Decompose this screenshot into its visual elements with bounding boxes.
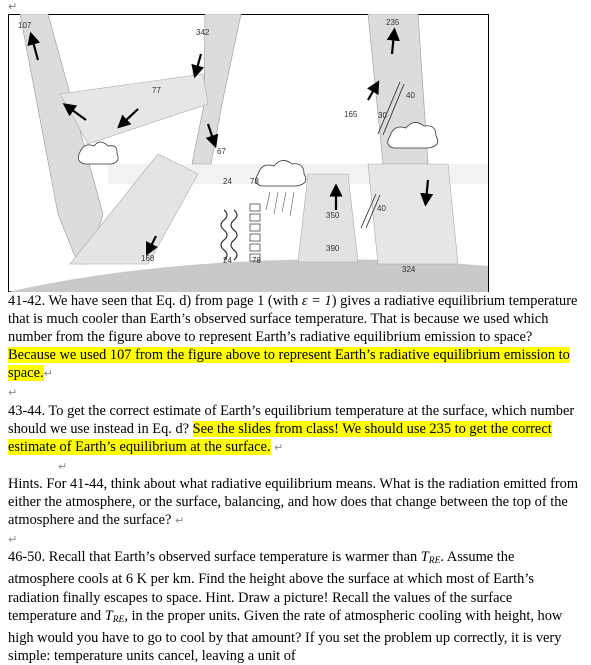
hints-text: Hints. For 41-44, think about what radiative equilibrium means. What is the radiation emitted from either the atmosphere, or the surface, balancing, and how does that change between the top of the atmosphere and the surface? [8,475,579,529]
value-surface-latent: 78 [252,256,261,265]
temperature-symbol: T [104,607,113,624]
paragraph-mark: ↵ [8,0,18,13]
question-number: 43-44. [8,402,46,419]
blank-line [8,530,580,548]
back-radiation-beam [368,164,458,264]
paragraph-mark: ↵ [274,440,284,454]
value-back-radiation: 324 [402,265,416,274]
paragraph-mark: ↵ [175,514,185,528]
temperature-symbol: T [420,549,429,566]
value-reflected-total: 107 [18,21,32,30]
question-text: To get the correct estimate of Earth’s equilibrium temperature at the surface, which number should we use instead in Eq. d? [8,402,575,437]
energy-budget-diagram [8,14,582,292]
temperature-subscript: RE [428,556,441,567]
paragraph-mark: ↵ [8,386,18,400]
question-43-44 [8,402,580,457]
value-thermals: 24 [223,177,232,186]
energy-budget-figure [8,14,582,292]
value-window: 40 [406,91,415,100]
paragraph-mark: ↵ [8,533,18,547]
value-window-lower: 40 [377,204,386,213]
value-evapotranspiration: 78 [250,177,259,186]
epsilon-expression: ε = 1 [301,293,332,309]
value-outgoing-lw: 235 [386,18,400,27]
document-body [8,292,580,665]
value-reflected-atm: 77 [152,86,161,95]
highlighted-answer: Because we used 107 from the figure above to represent Earth’s radiative equilibrium emission to space. [8,347,570,382]
value-absorbed-lw: 350 [326,211,340,220]
blank-line [8,383,580,401]
question-text: , in the proper units. Given the rate of atmospheric cooling with height, how high would you have to go to cool by that amount? If you set the problem up correctly, it is very simple: temperature units cancel, leaving a unit of [8,607,563,664]
question-number: 41-42. [8,293,46,309]
blank-line [8,457,580,475]
value-surface-absorbed: 168 [141,254,155,263]
value-absorbed-atm: 67 [217,147,226,156]
question-text: We have seen that Eq. d) from page 1 (with [45,293,302,309]
question-41-42 [8,292,580,383]
question-text: ) gives a radiative equilibrium temperature that is much cooler than Earth’s observed surface temperature. That is because we used which number from the figure above to represent Earth’s radiative equilibrium emission to space? [8,293,578,346]
value-surface-radiation: 390 [326,244,340,253]
paragraph-mark: ↵ [43,367,53,381]
question-text: . Assume the atmosphere cools at 6 K per km. Find the height above the surface at which most of Earth’s radiation finally escapes to space. Hint. Draw a picture! Recall the values of the surface temperature and [8,549,534,624]
value-cloud-emitted: 30 [378,111,387,120]
value-atm-emitted: 165 [344,110,358,119]
paragraph-mark: ↵ [58,459,68,473]
value-solar-in: 342 [196,28,210,37]
value-surface-thermals: 24 [223,256,232,265]
hints-paragraph [8,475,580,530]
highlighted-answer: See the slides from class! We should use 235 to get the correct estimate of Earth’s equilibrium at the surface. [8,420,552,455]
question-46-50 [8,548,580,665]
temperature-subscript: RE [112,614,125,625]
question-text: 46-50. Recall that Earth’s observed surface temperature is warmer than [8,549,421,566]
